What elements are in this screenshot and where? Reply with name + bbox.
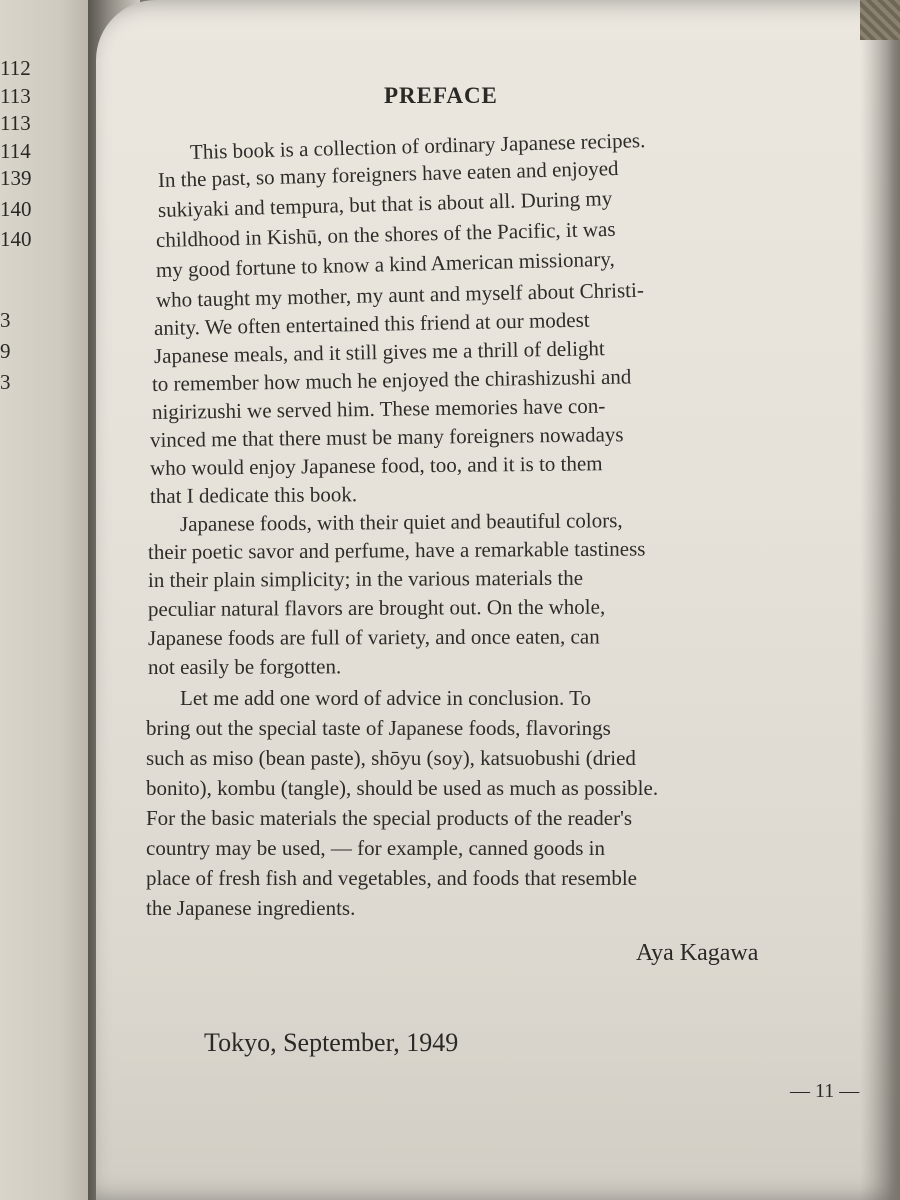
- left-page-number: 9: [0, 339, 11, 363]
- paragraph-line: sukiyaki and tempura, but that is about all. During my: [157, 186, 613, 222]
- paragraph-line: who would enjoy Japanese food, too, and it is to them: [149, 451, 603, 480]
- left-page-number: 112: [0, 56, 31, 80]
- paragraph-line: who taught my mother, my aunt and myself about Christi-: [155, 277, 645, 312]
- paragraph-line: peculiar natural flavors are brought out. On the whole,: [147, 594, 606, 621]
- paragraph-line: This book is a collection of ordinary Japanese recipes.: [189, 128, 646, 164]
- paragraph-line: Let me add one word of advice in conclusion. To: [180, 686, 592, 710]
- paragraph-line: bonito), kombu (tangle), should be used as much as possible.: [146, 776, 659, 800]
- paragraph-line: For the basic materials the special products of the reader's: [146, 806, 633, 830]
- author-signature: Aya Kagawa: [636, 940, 759, 966]
- paragraph-line: anity. We often entertained this friend at our modest: [153, 307, 590, 340]
- paragraph-line: not easily be forgotten.: [147, 654, 342, 679]
- page-number: — 11 —: [790, 1080, 860, 1102]
- left-page-number: 114: [0, 139, 31, 163]
- paragraph-line: my good fortune to know a kind American missionary,: [155, 246, 615, 282]
- paragraph-line: In the past, so many foreigners have eaten and enjoyed: [157, 155, 619, 192]
- paragraph-line: country may be used, — for example, canned goods in: [146, 836, 605, 860]
- page-edge-shadow: [860, 0, 900, 1200]
- paragraph-line: childhood in Kishū, on the shores of the Pacific, it was: [155, 216, 616, 252]
- left-page-number: 139: [0, 166, 32, 190]
- left-page-number: 140: [0, 197, 32, 221]
- paragraph-line: Japanese foods, with their quiet and beautiful colors,: [179, 508, 623, 536]
- left-page-number: 3: [0, 308, 11, 332]
- left-page-number: 113: [0, 84, 31, 108]
- paragraph-line: nigirizushi we served him. These memories have con-: [151, 393, 606, 424]
- paragraph-line: that I dedicate this book.: [149, 482, 358, 508]
- left-page-number: 140: [0, 227, 32, 251]
- dateline: Tokyo, September, 1949: [204, 1028, 459, 1057]
- paragraph-line: bring out the special taste of Japanese foods, flavorings: [146, 716, 611, 740]
- page-title: PREFACE: [384, 83, 498, 108]
- paragraph-line: place of fresh fish and vegetables, and foods that resemble: [146, 866, 637, 890]
- left-page-number: 113: [0, 111, 31, 135]
- paragraph-line: in their plain simplicity; in the various materials the: [147, 565, 584, 592]
- paragraph-line: their poetic savor and perfume, have a remarkable tastiness: [147, 536, 646, 564]
- paragraph-line: Japanese meals, and it still gives me a thrill of delight: [153, 336, 605, 368]
- paragraph-line: Japanese foods are full of variety, and once eaten, can: [147, 624, 600, 650]
- background-fabric: [860, 0, 900, 40]
- paragraph-line: such as miso (bean paste), shōyu (soy), katsuobushi (dried: [146, 746, 636, 770]
- paragraph-line: to remember how much he enjoyed the chirashizushi and: [151, 364, 632, 396]
- paragraph-line: the Japanese ingredients.: [146, 896, 356, 920]
- paragraph-line: vinced me that there must be many foreigners nowadays: [149, 422, 624, 452]
- left-page-number: 3: [0, 370, 11, 394]
